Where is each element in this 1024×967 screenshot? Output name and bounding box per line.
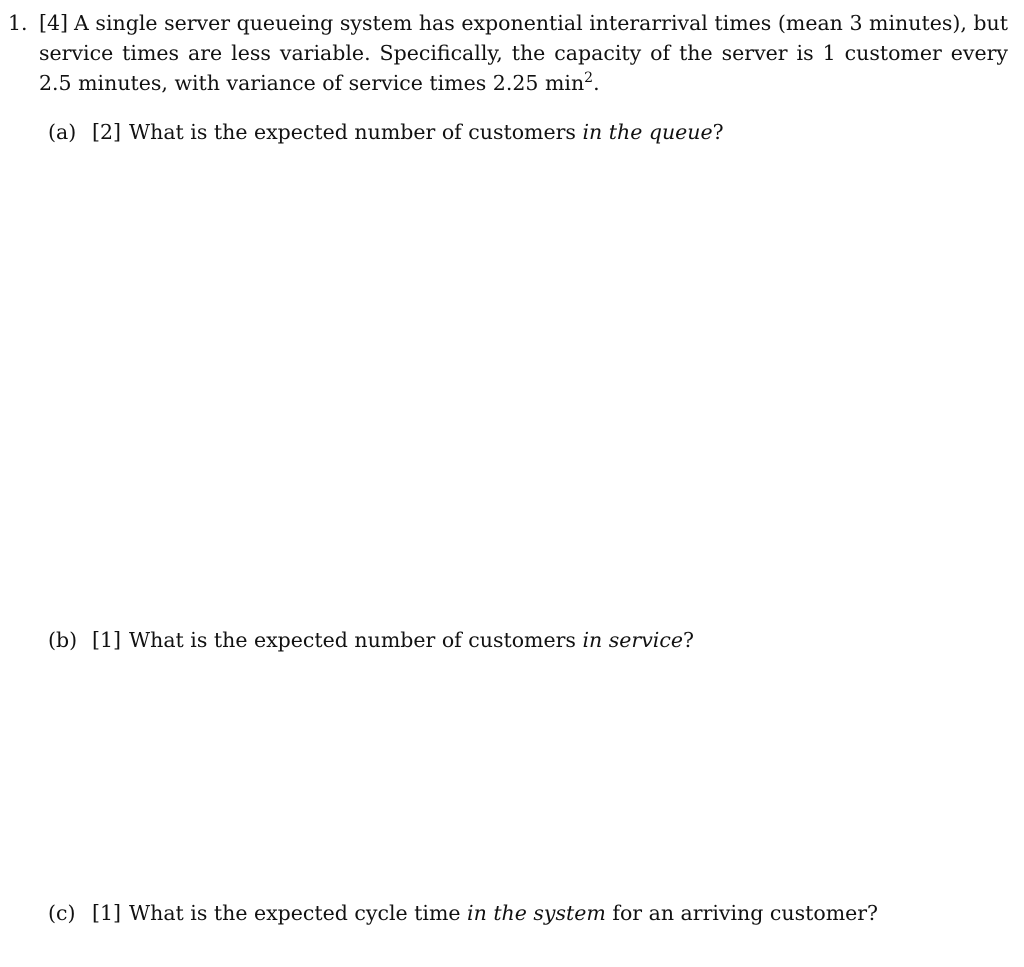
part-c-question-end: for an arriving customer? bbox=[605, 901, 879, 925]
part-c-points: [1] bbox=[92, 901, 122, 925]
superscript-exponent: 2 bbox=[584, 70, 594, 87]
part-b bbox=[48, 625, 694, 655]
part-a bbox=[48, 117, 724, 147]
part-b-question-end: ? bbox=[682, 628, 694, 652]
part-c-label: (c) bbox=[48, 901, 76, 925]
part-a-question-emphasis: in the queue bbox=[582, 120, 713, 144]
part-a-question: What is the expected number of customers bbox=[129, 120, 583, 144]
part-a-label: (a) bbox=[48, 120, 77, 144]
part-c-question: What is the expected cycle time bbox=[129, 901, 468, 925]
part-b-question-emphasis: in service bbox=[582, 628, 683, 652]
problem-1 bbox=[8, 8, 1008, 98]
problem-text-main: A single server queueing system has exponential interarrival times (mean 3 minutes), but service times are less variable. Specifically, the capacity of the server is 1 customer every 2.5 minutes, with variance of service times 2.25 min bbox=[39, 11, 1008, 95]
problem-statement bbox=[8, 8, 1008, 98]
part-c-question-emphasis: in the system bbox=[467, 901, 606, 925]
part-c bbox=[48, 898, 878, 928]
problem-number: 1. bbox=[8, 11, 28, 35]
part-b-points: [1] bbox=[92, 628, 122, 652]
part-b-label: (b) bbox=[48, 628, 78, 652]
part-b-question: What is the expected number of customers bbox=[129, 628, 583, 652]
problem-text bbox=[39, 8, 1008, 98]
problem-text-end: . bbox=[593, 71, 600, 95]
part-a-question-end: ? bbox=[712, 120, 724, 144]
problem-points: [4] bbox=[39, 11, 69, 35]
part-a-points: [2] bbox=[92, 120, 122, 144]
